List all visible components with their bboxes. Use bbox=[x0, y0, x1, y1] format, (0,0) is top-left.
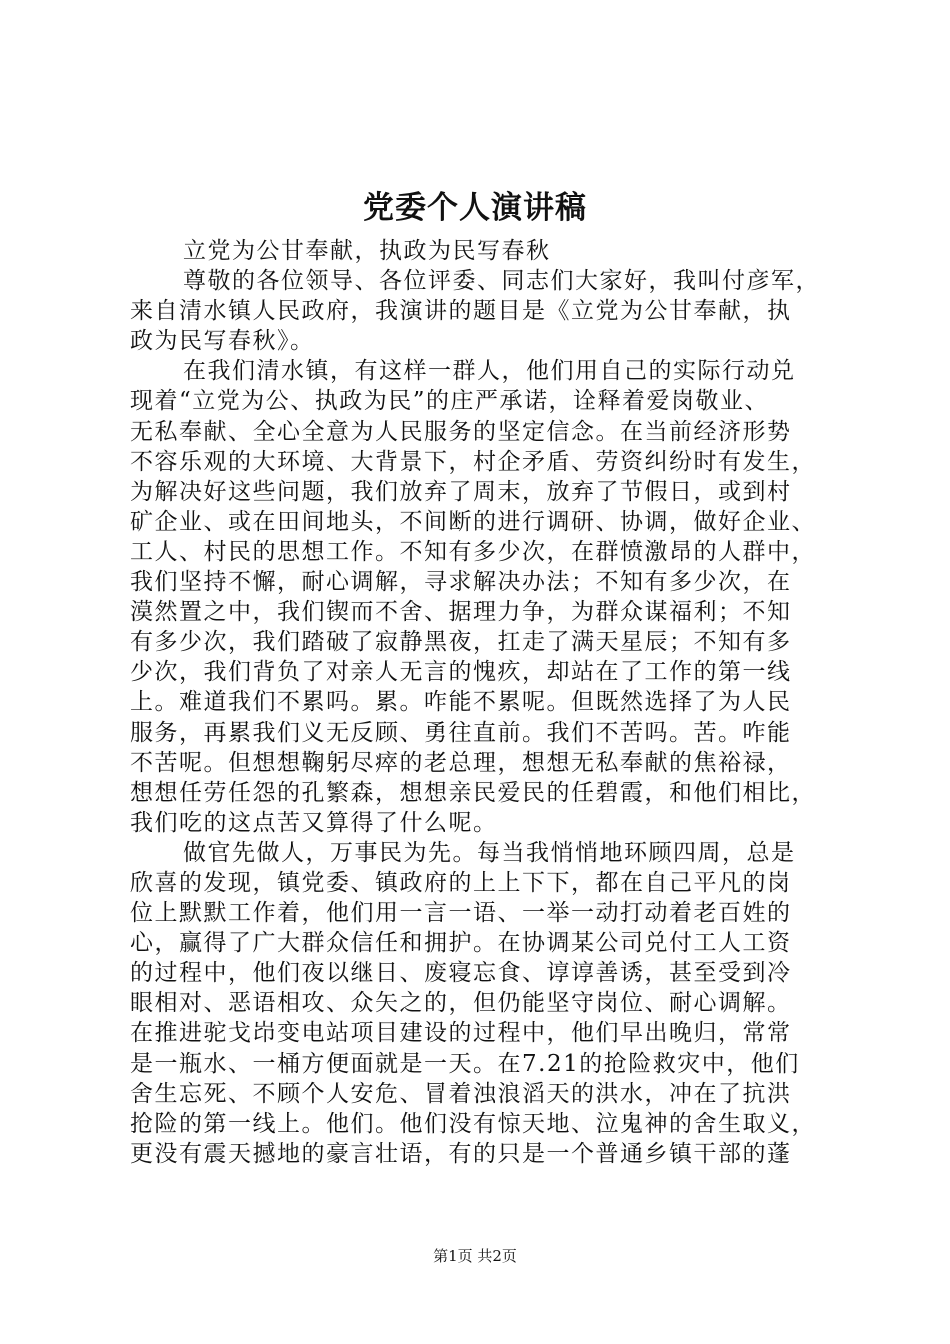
text-line: 在推进驼戈岇变电站项目建设的过程中，他们早出晚归，常常 bbox=[130, 1020, 792, 1047]
text-line: 更没有震天撼地的豪言壮语，有的只是一个普通乡镇干部的蓬 bbox=[130, 1140, 792, 1167]
text-line: 尊敬的各位领导、各位评委、同志们大家好，我叫付彦军， bbox=[183, 268, 820, 295]
page-footer: 第1页 共2页 bbox=[433, 1247, 517, 1265]
text-line: 无私奉献、全心全意为人民服务的坚定信念。在当前经济形势 bbox=[130, 418, 792, 445]
text-line: 做官先做人，万事民为先。每当我悄悄地环顾四周，总是 bbox=[183, 839, 796, 866]
text-line: 政为民写春秋》。 bbox=[130, 328, 315, 355]
text-line: 现着“立党为公、执政为民”的庄严承诺，诠释着爱岗敬业、 bbox=[130, 388, 770, 415]
text-line: 抢险的第一线上。他们。他们没有惊天地、泣鬼神的舍生取义， bbox=[130, 1110, 816, 1137]
text-line: 漠然置之中，我们锲而不舍、据理力争，为群众谋福利；不知 bbox=[130, 599, 792, 626]
text-line: 不容乐观的大环境、大背景下，村企矛盾、劳资纠纷时有发生， bbox=[130, 448, 816, 475]
text-line: 我们吃的这点苦又算得了什么呢。 bbox=[130, 809, 498, 836]
text-line: 有多少次，我们踏破了寂静黑夜，扛走了满天星辰；不知有多 bbox=[130, 629, 792, 656]
document-body bbox=[130, 236, 850, 1169]
text-line: 欣喜的发现，镇党委、镇政府的上上下下，都在自己平凡的岗 bbox=[130, 869, 792, 896]
text-line: 不苦呢。但想想鞠躬尽瘁的老总理，想想无私奉献的焦裕禄， bbox=[130, 749, 792, 776]
text-line: 矿企业、或在田间地头，不间断的进行调研、协调，做好企业、 bbox=[130, 508, 816, 535]
text-line: 我们坚持不懈，耐心调解，寻求解决办法；不知有多少次，在 bbox=[130, 569, 792, 596]
text-line: 的过程中，他们夜以继日、废寝忘食、谆谆善诱，甚至受到冷 bbox=[130, 960, 792, 987]
text-line: 舍生忘死、不顾个人安危、冒着浊浪滔天的洪水，冲在了抗洪 bbox=[130, 1080, 792, 1107]
text-line: 心，赢得了广大群众信任和拥护。在协调某公司兑付工人工资 bbox=[130, 930, 792, 957]
document-title: 党委个人演讲稿 bbox=[363, 190, 587, 226]
text-line: 上。难道我们不累吗。累。咋能不累呢。但既然选择了为人民 bbox=[130, 689, 792, 716]
text-line: 是一瓶水、一桶方便面就是一天。在7.21的抢险救灾中，他们 bbox=[130, 1050, 800, 1077]
text-line: 位上默默工作着，他们用一言一语、一举一动打动着老百姓的 bbox=[130, 900, 792, 927]
text-line: 为解决好这些问题，我们放弃了周末，放弃了节假日，或到村 bbox=[130, 478, 792, 505]
text-line: 少次，我们背负了对亲人无言的愧疚，却站在了工作的第一线 bbox=[130, 659, 792, 686]
text-line: 立党为公甘奉献，执政为民写春秋 bbox=[183, 238, 551, 264]
text-line: 想想任劳任怨的孔繁森，想想亲民爱民的任碧霞，和他们相比， bbox=[130, 779, 816, 806]
text-line: 工人、村民的思想工作。不知有多少次，在群愤激昂的人群中， bbox=[130, 538, 816, 565]
text-line: 在我们清水镇，有这样一群人，他们用自己的实际行动兑 bbox=[183, 358, 796, 385]
text-line: 服务，再累我们义无反顾、勇往直前。我们不苦吗。苦。咋能 bbox=[130, 719, 792, 746]
text-line: 来自清水镇人民政府，我演讲的题目是《立党为公甘奉献，执 bbox=[130, 298, 792, 325]
text-line: 眼相对、恶语相攻、众矢之的，但仍能坚守岗位、耐心调解。 bbox=[130, 990, 792, 1017]
